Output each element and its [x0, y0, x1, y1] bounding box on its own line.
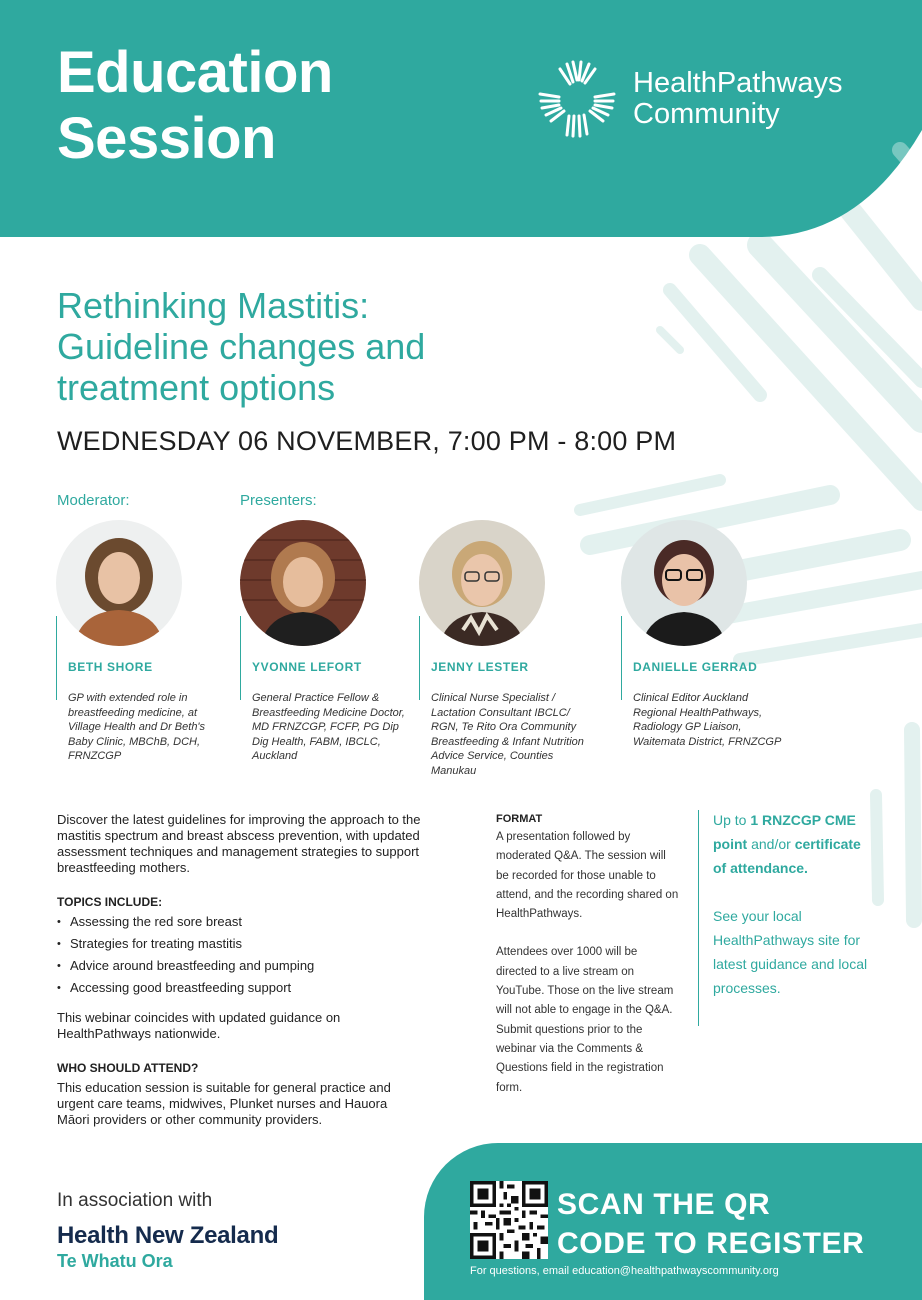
- cme-info: [713, 808, 873, 1000]
- event-title-line-3: treatment options: [57, 367, 336, 408]
- association-block: [57, 1190, 278, 1272]
- qr-code-icon[interactable]: [470, 1181, 548, 1259]
- event-title: [57, 285, 425, 408]
- presenters-label: Presenters:: [240, 492, 317, 509]
- person-name: YVONNE LEFORT: [252, 660, 362, 674]
- brand-name: [633, 68, 843, 130]
- person-bio: GP with extended role in breastfeeding medicine, at Village Health and Dr Beth's Baby Clinic, MBChB, DCH, FRNZCGP: [68, 692, 206, 763]
- cme-points-text: [713, 808, 873, 880]
- topics-heading: TOPICS INCLUDE:: [57, 895, 163, 909]
- format-heading: FORMAT: [496, 813, 543, 825]
- heading-line-1: Education: [57, 40, 333, 105]
- presenter-card: [419, 520, 589, 779]
- moderator-card: [56, 520, 226, 764]
- person-bio: Clinical Editor Auckland Regional HealthPathways, Radiology GP Liaison, Waitemata District, FRNZCGP: [633, 692, 782, 748]
- topics-list: [57, 914, 422, 996]
- presenter-card: [621, 520, 791, 749]
- association-label: In association with: [57, 1190, 213, 1211]
- intro-text: Discover the latest guidelines for improving the approach to the mastitis spectrum and breast abscess prevention, with updated assessment techniques and management strategies to support breastfeeding mothers.: [57, 812, 421, 875]
- who-text: This education session is suitable for general practice and urgent care teams, midwives, Plunket nurses and Hauora Māori providers or other community providers.: [57, 1080, 391, 1127]
- who-heading: WHO SHOULD ATTEND?: [57, 1061, 199, 1075]
- person-name: DANIELLE GERRAD: [633, 660, 758, 674]
- list-item: • Strategies for treating mastitis: [57, 936, 422, 952]
- local-guidance-text: See your local HealthPathways site for latest guidance and local processes.: [713, 908, 868, 996]
- format-para-2: Attendees over 1000 will be directed to a live stream on YouTube. Those on the live stream will not able to engage in the Q&A. Submit questions prior to the webinar via the Comments & Questions field in the registration form.: [496, 946, 674, 1094]
- person-bio: General Practice Fellow & Breastfeeding Medicine Doctor, MD FRNZCGP, FCFP, PG Dip Dig Health, FABM, IBCLC, Auckland: [252, 692, 405, 763]
- event-title-line-2: Guideline changes and: [57, 326, 426, 367]
- register-line-1: SCAN THE QR: [557, 1188, 771, 1221]
- te-whatu-ora-logo: Te Whatu Ora: [57, 1251, 173, 1271]
- cme-points: 1 RNZCGP CME point: [713, 812, 856, 852]
- format-para-1: A presentation followed by moderated Q&A. The session will be recorded for those unable to attend, and the recording shared on HealthPathways.: [496, 831, 679, 921]
- healthpathways-starburst-icon: [537, 60, 617, 138]
- health-nz-logo: Health New Zealand: [57, 1222, 279, 1249]
- list-item: • Assessing the red sore breast: [57, 914, 422, 930]
- list-item: • Accessing good breastfeeding support: [57, 980, 422, 996]
- list-item: • Advice around breastfeeding and pumping: [57, 958, 422, 974]
- cme-certificate: certificate of attendance.: [713, 836, 861, 876]
- format-section: [496, 812, 680, 1098]
- person-bio: Clinical Nurse Specialist / Lactation Consultant IBCLC/ RGN, Te Rito Ora Community Breastfeeding & Infant Nutrition Advice Service, Counties Manukau: [431, 692, 584, 777]
- brand-line-1: HealthPathways: [633, 67, 843, 99]
- event-title-line-1: Rethinking Mastitis:: [57, 285, 370, 326]
- column-divider: [698, 810, 699, 1026]
- register-heading: [557, 1185, 864, 1263]
- heading-line-2: Session: [57, 106, 276, 171]
- page-heading: [57, 40, 333, 172]
- person-name: JENNY LESTER: [431, 660, 529, 674]
- cme-prefix: Up to: [713, 812, 751, 828]
- contact-email[interactable]: For questions, email education@healthpathwayscommunity.org: [470, 1265, 779, 1277]
- healthpathways-brand: [537, 60, 843, 138]
- register-line-2: CODE TO REGISTER: [557, 1227, 865, 1260]
- person-name: BETH SHORE: [68, 660, 153, 674]
- register-panel: [424, 1143, 922, 1300]
- coincide-text: This webinar coincides with updated guidance on HealthPathways nationwide.: [57, 1010, 341, 1041]
- moderator-label: Moderator:: [57, 492, 130, 509]
- brand-line-2: Community: [633, 98, 780, 130]
- cme-middle: and/or: [747, 836, 795, 852]
- event-description: [57, 812, 422, 1128]
- event-date: WEDNESDAY 06 NOVEMBER, 7:00 PM - 8:00 PM: [57, 426, 677, 456]
- presenter-card: [240, 520, 410, 764]
